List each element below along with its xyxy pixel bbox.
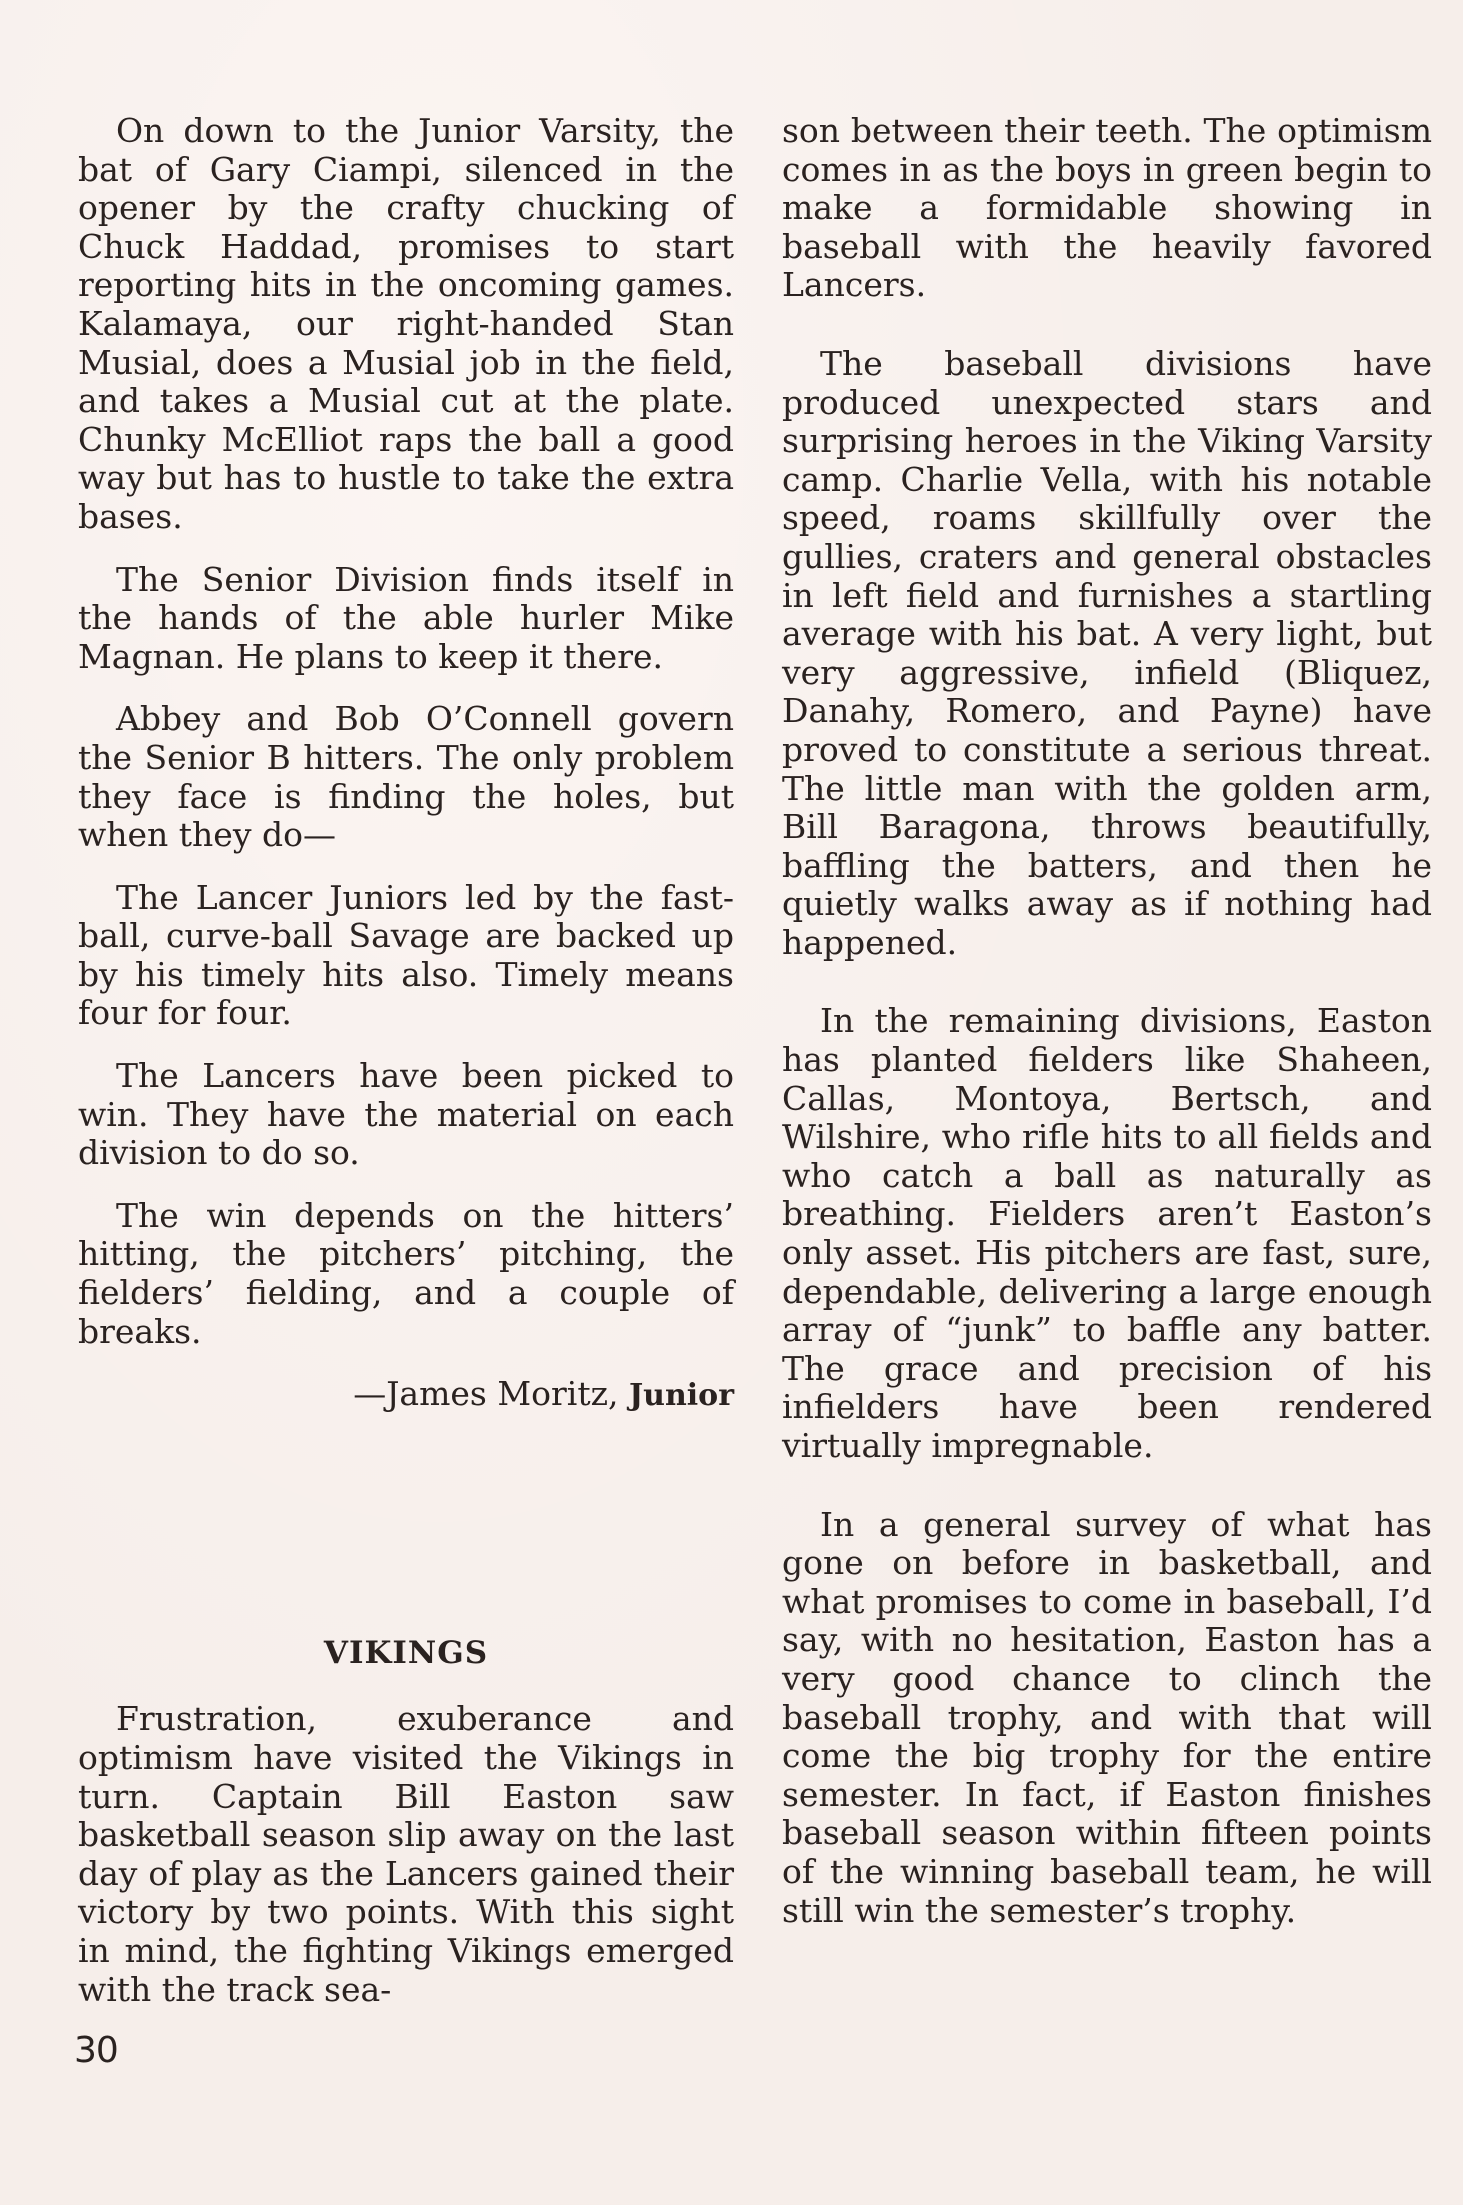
paragraph-senior-division: The Senior Division finds itself in the hands of the able hurler Mike Magnan. He plans to keep it there. <box>78 559 734 676</box>
signature-grade: Junior <box>628 1378 734 1414</box>
paragraph-continued: son between their teeth. The optimism comes in as the boys in green begin to make a formidable showing in baseball with the heavily favored Lancers. <box>782 111 1432 305</box>
paragraph-vikings-intro: Frustration, exuberance and optimism have visited the Vikings in turn. Captain Bill Easton saw basketball season slip away on the last day of play as the Lancers gained their victory by two points. With this sight in mind, the fighting Vikings emerged with the track sea- <box>78 1699 734 2009</box>
paragraph-remaining-divisions: In the remaining divisions, Easton has planted fielders like Shaheen, Callas, Montoya, Bertsch, and Wilshire, who rifle hits to all fields and who catch a ball as naturally as breathing. Fielders aren’t Easton’s only asset. His pitchers are fast, sure, dependable, delivering a large enough array of “junk” to baffle any batter. The grace and precision of his infielders have been rendered virtually impregnable. <box>782 1001 1432 1465</box>
author-signature <box>78 1375 734 1416</box>
paragraph-general-survey: In a general survey of what has gone on before in basketball, and what promises to come in baseball, I’d say, with no hesitation, Easton has a very good chance to clinch the baseball trophy, and with that will come the big trophy for the entire semester. In fact, if Easton finishes baseball season within fifteen points of the winning baseball team, he will still win the semester’s trophy. <box>782 1504 1432 1930</box>
paragraph-lancers-picked: The Lancers have been picked to win. They have the material on each division to do so. <box>78 1056 734 1173</box>
right-column <box>782 112 1432 1930</box>
paragraph-win-depends: The win depends on the hitters’ hitting, the pitchers’ pitching, the fielders’ fielding, and a couple of breaks. <box>78 1195 734 1351</box>
signature-name: —James Moritz, <box>353 1374 629 1414</box>
paragraph-senior-b: Abbey and Bob O’Connell govern the Senior B hitters. The only problem they face is finding the holes, but when they do— <box>78 699 734 855</box>
paragraph-lancer-juniors: The Lancer Juniors led by the fast-ball, curve-ball Savage are backed up by his timely hits also. Timely means four for four. <box>78 877 734 1033</box>
section-heading-vikings: VIKINGS <box>323 1634 489 1671</box>
page-number: 30 <box>74 2030 118 2071</box>
paragraph-baseball-divisions: The baseball divisions have produced unexpected stars and surprising heroes in the Viking Varsity camp. Charlie Vella, with his notable speed, roams skillfully over the gullies, craters and general obstacles in left field and furnishes a startling average with his bat. A very light, but very aggressive, infield (Bliquez, Danahy, Romero, and Payne) have proved to constitute a serious threat. The little man with the golden arm, Bill Baragona, throws beautifully, baffling the batters, and then he quietly walks away as if nothing had happened. <box>782 343 1432 962</box>
left-column <box>78 112 734 2009</box>
paragraph-junior-varsity: On down to the Junior Varsity, the bat of Gary Ciampi, silenced in the opener by the crafty chucking of Chuck Haddad, promises to start reporting hits in the oncoming games. Kalamaya, our right-handed Stan Musial, does a Musial job in the field, and takes a Musial cut at the plate. Chunky McElliot raps the ball a good way but has to hustle to take the extra bases. <box>78 111 734 536</box>
